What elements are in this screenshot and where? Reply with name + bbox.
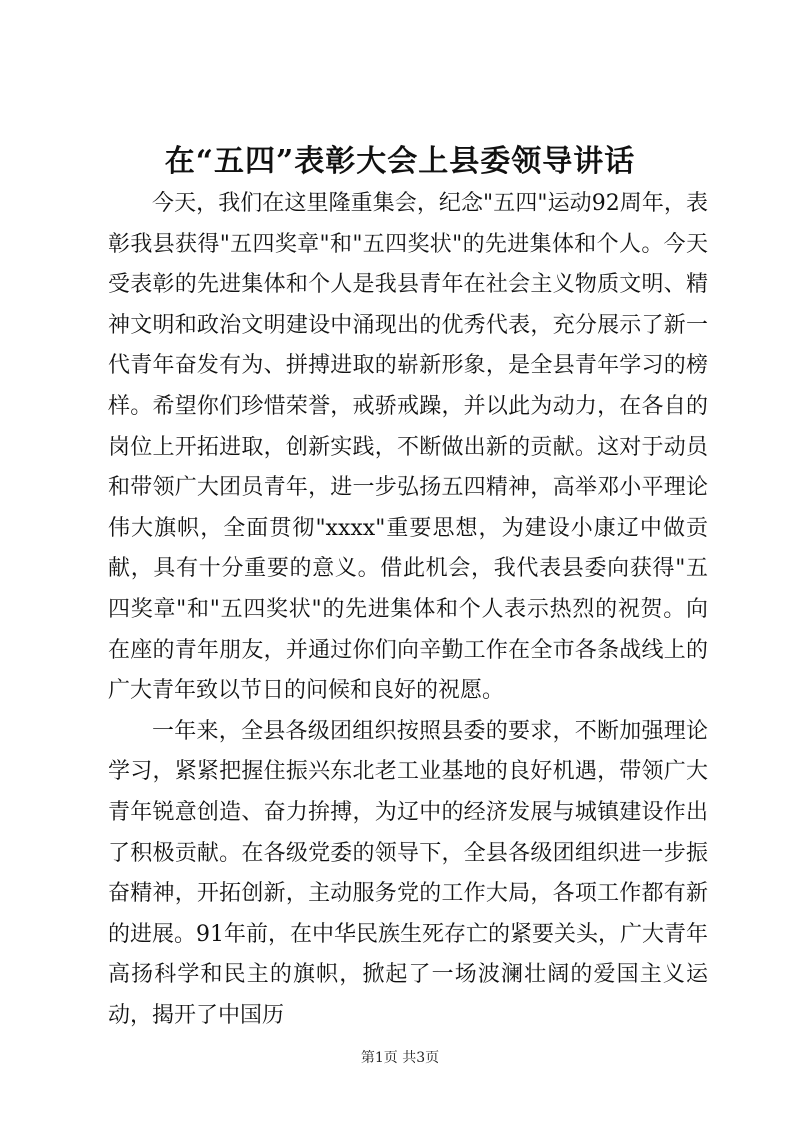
document-body xyxy=(108,184,708,1036)
paragraph-2: 一年来，全县各级团组织按照县委的要求，不断加强理论学习，紧紧把握住振兴东北老工业基地的良好机遇，带领广大青年锐意创造、奋力拚搏，为辽中的经济发展与城镇建设作出了积极贡献。在各级党委的领导下，全县各级团组织进一步振奋精神，开拓创新，主动服务党的工作大局，各项工作都有新的进展。91年前，在中华民族生死存亡的紧要关头，广大青年高扬科学和民主的旗帜，掀起了一场波澜壮阔的爱国主义运动，揭开了中国历 xyxy=(108,718,708,1028)
paragraph-1: 今天，我们在这里隆重集会，纪念"五四"运动92周年，表彰我县获得"五四奖章"和"五四奖状"的先进集体和个人。今天受表彰的先进集体和个人是我县青年在社会主义物质文明、精神文明和政治文明建设中涌现出的优秀代表，充分展示了新一代青年奋发有为、拼搏进取的崭新形象，是全县青年学习的榜样。希望你们珍惜荣誉，戒骄戒躁，并以此为动力，在各自的岗位上开拓进取，创新实践，不断做出新的贡献。这对于动员和带领广大团员青年，进一步弘扬五四精神，高举邓小平理论伟大旗帜，全面贯彻"xxxx"重要思想，为建设小康辽中做贡献，具有十分重要的意义。借此机会，我代表县委向获得"五四奖章"和"五四奖状"的先进集体和个人表示热烈的祝贺。向在座的青年朋友，并通过你们向辛勤工作在全市各条战线上的广大青年致以节日的问候和良好的祝愿。 xyxy=(108,191,708,704)
document-title: 在“五四”表彰大会上县委领导讲话 xyxy=(164,144,636,179)
page-number-footer: 第1页 共3页 xyxy=(360,1050,440,1066)
